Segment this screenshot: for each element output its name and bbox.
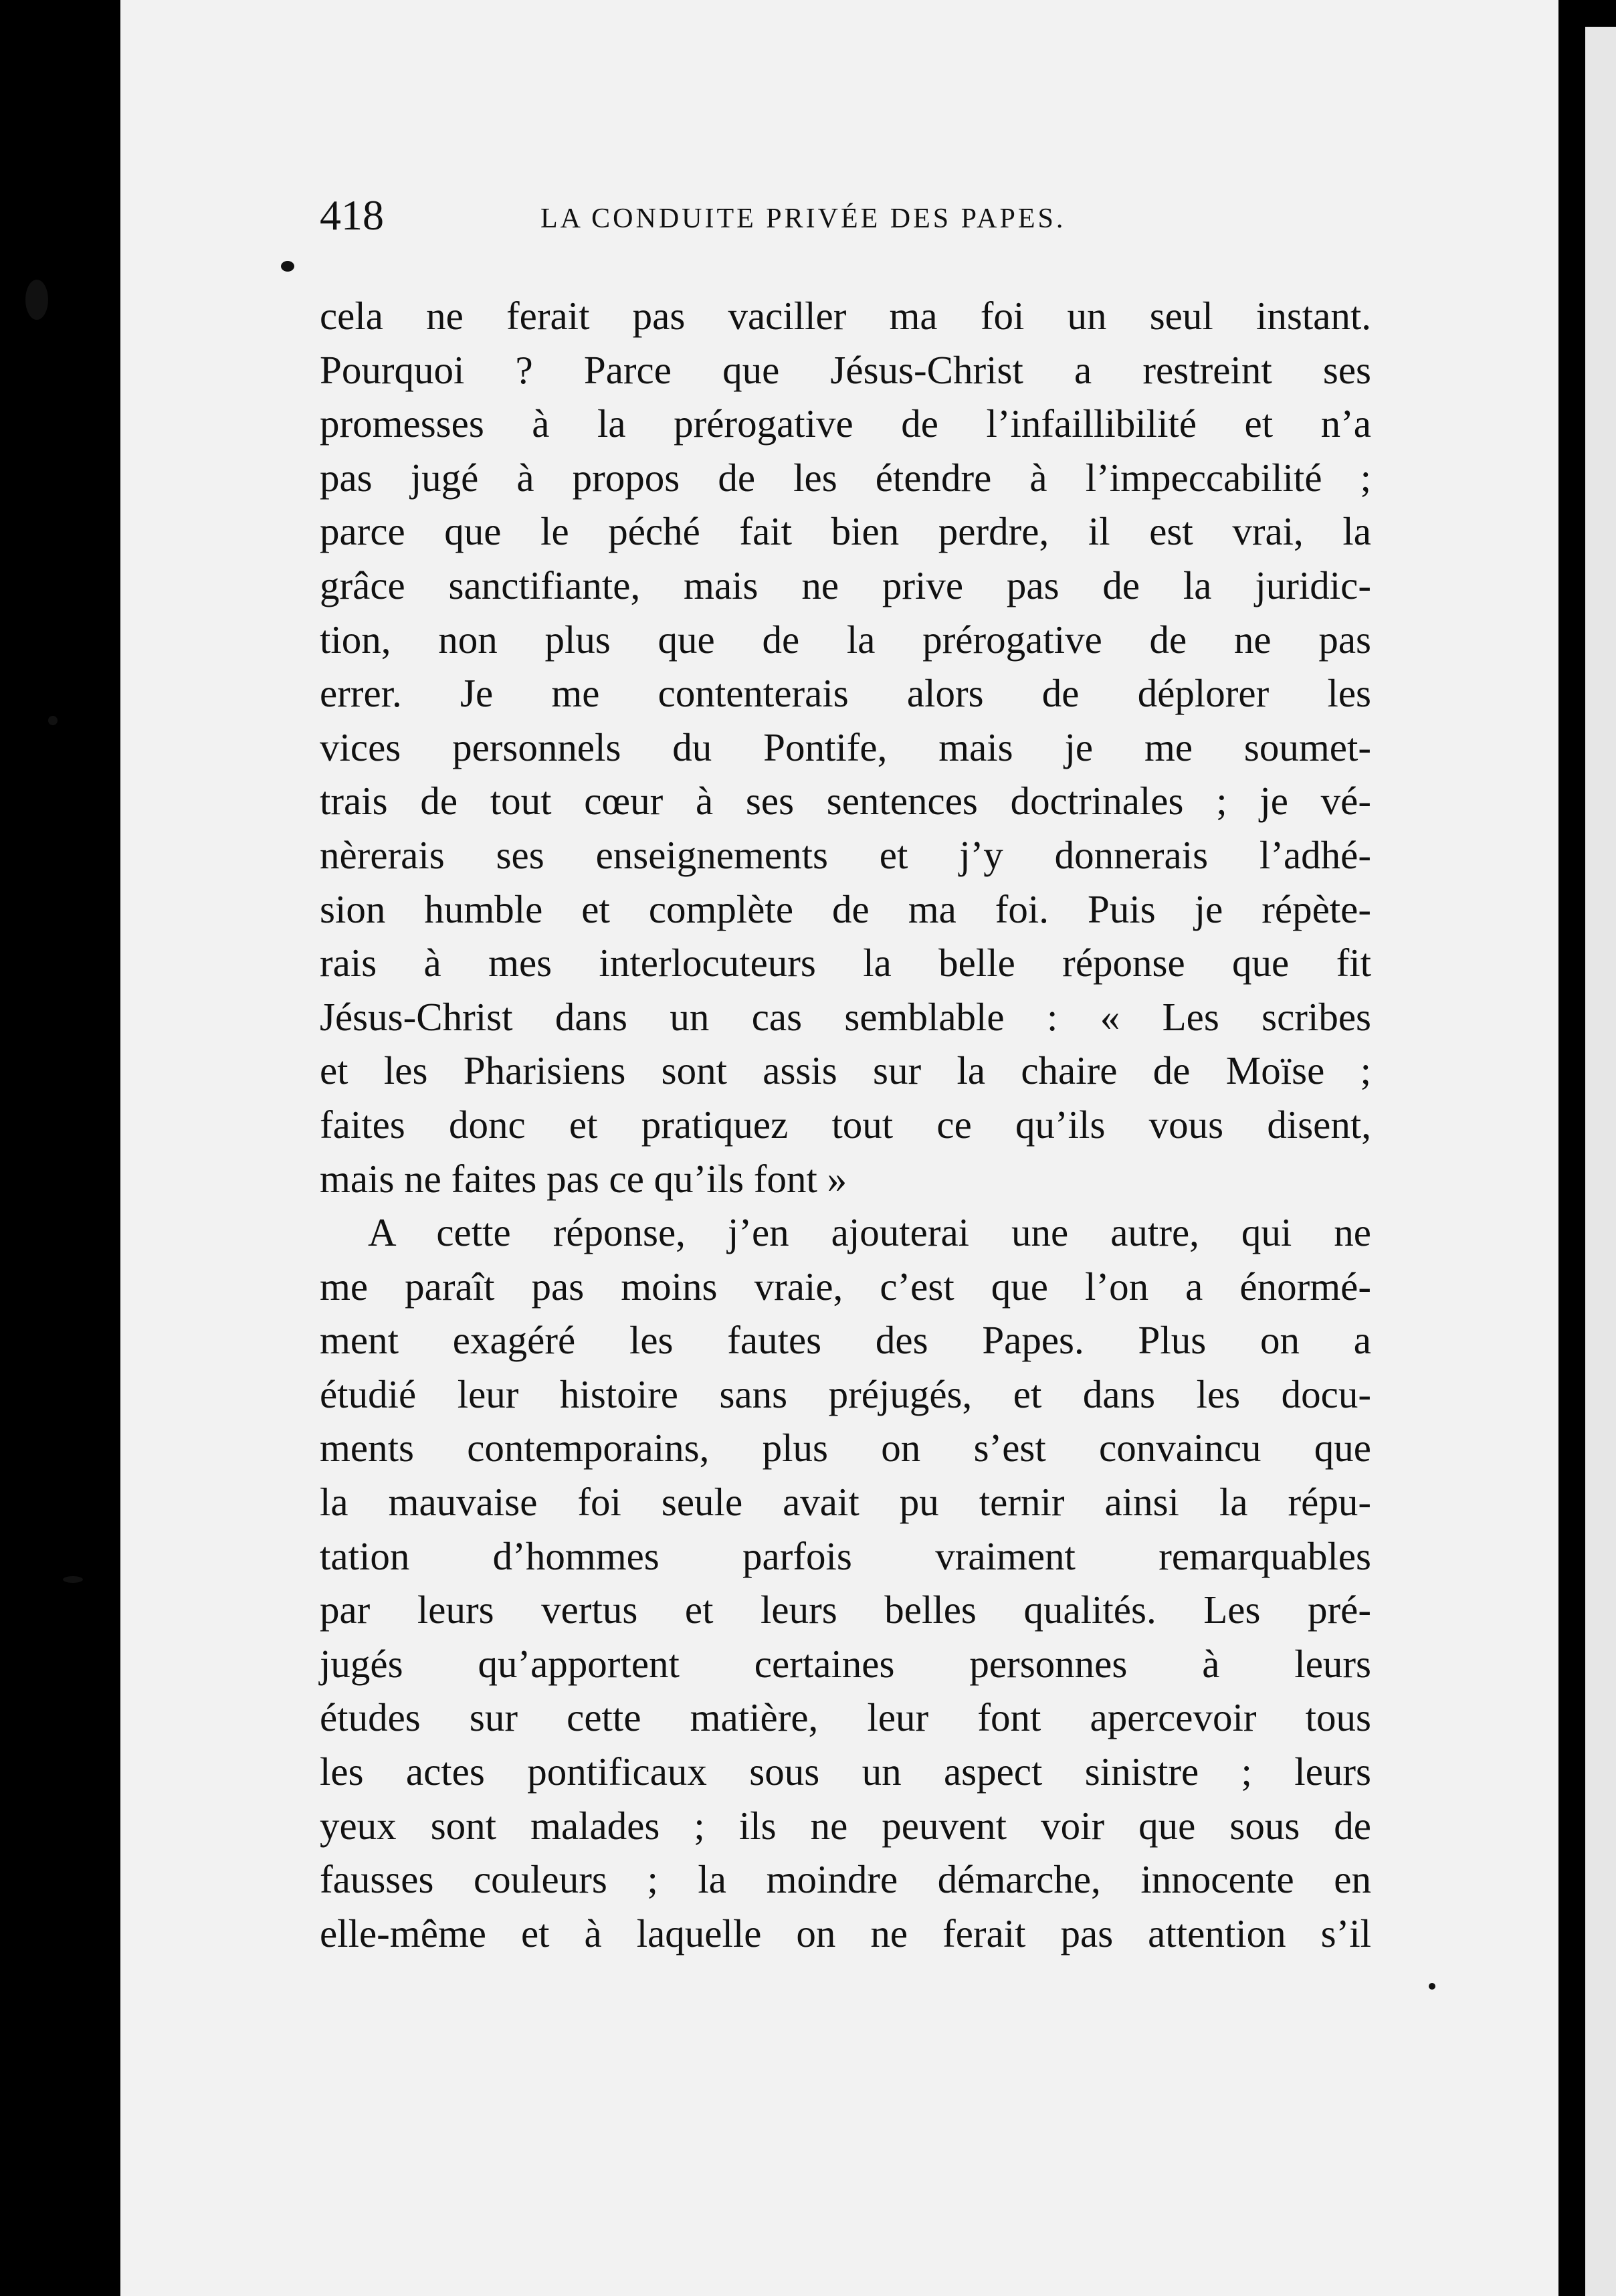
text-line: Jésus-Christ dans un cas semblable : « Les scribes: [320, 994, 1371, 1039]
page-header: [320, 189, 1390, 242]
text-line: par leurs vertus et leurs belles qualités. Les pré-: [320, 1588, 1371, 1632]
text-line: et les Pharisiens sont assis sur la chaire de Moïse ;: [320, 1048, 1371, 1093]
scan-speck: [48, 716, 58, 725]
text-line: étudié leur histoire sans préjugés, et dans les docu-: [320, 1371, 1371, 1416]
scan-speck: [63, 1576, 83, 1583]
text-line: me paraît pas moins vraie, c’est que l’on a énormé-: [320, 1264, 1371, 1309]
text-line: parce que le péché fait bien perdre, il est vrai, la: [320, 509, 1371, 554]
text-line: grâce sanctifiante, mais ne prive pas de la juridic-: [320, 563, 1371, 607]
text-line: la mauvaise foi seule avait pu ternir ainsi la répu-: [320, 1480, 1371, 1525]
text-line: yeux sont malades ; ils ne peuvent voir que sous de: [320, 1803, 1371, 1848]
scan-speck: [1429, 1983, 1435, 1990]
text-line-paragraph-end: mais ne faites pas ce qu’ils font »: [320, 1156, 847, 1201]
running-title: LA CONDUITE PRIVÉE DES PAPES.: [540, 203, 1066, 234]
text-line: ments contemporains, plus on s’est convaincu que: [320, 1426, 1371, 1470]
scan-speck: [281, 261, 294, 272]
text-line: promesses à la prérogative de l’infaillibilité et n’a: [320, 401, 1371, 446]
text-line: nèrerais ses enseignements et j’y donnerais l’adhé-: [320, 832, 1371, 877]
text-line: les actes pontificaux sous un aspect sinistre ; leurs: [320, 1749, 1371, 1794]
text-line: études sur cette matière, leur font apercevoir tous: [320, 1695, 1371, 1740]
text-line: vices personnels du Pontife, mais je me soumet-: [320, 725, 1371, 769]
scan-speck: [25, 280, 48, 320]
text-line: sion humble et complète de ma foi. Puis je répète-: [320, 886, 1371, 931]
text-line: fausses couleurs ; la moindre démarche, innocente en: [320, 1857, 1371, 1902]
text-line: pas jugé à propos de les étendre à l’impeccabilité ;: [320, 455, 1371, 500]
text-line: jugés qu’apportent certaines personnes à leurs: [320, 1641, 1371, 1686]
text-line: tation d’hommes parfois vraiment remarquables: [320, 1533, 1371, 1578]
page-number: 418: [320, 191, 384, 239]
text-line: errer. Je me contenterais alors de déplorer les: [320, 671, 1371, 716]
text-line: faites donc et pratiquez tout ce qu’ils vous disent,: [320, 1102, 1371, 1147]
text-line: elle-même et à laquelle on ne ferait pas attention s’il: [320, 1911, 1371, 1955]
adjacent-page-edge: [1585, 27, 1616, 2296]
text-line: trais de tout cœur à ses sentences doctrinales ; je vé-: [320, 779, 1371, 824]
page-gutter: [1558, 0, 1585, 2296]
text-line: rais à mes interlocuteurs la belle réponse que fit: [320, 941, 1371, 985]
body-text: [320, 289, 1371, 1960]
text-line: ment exagéré les fautes des Papes. Plus on a: [320, 1318, 1371, 1363]
text-line: tion, non plus que de la prérogative de ne pas: [320, 617, 1371, 662]
text-line-paragraph-start: A cette réponse, j’en ajouterai une autre, qui ne: [368, 1210, 1371, 1255]
text-line: Pourquoi ? Parce que Jésus-Christ a restreint ses: [320, 347, 1371, 392]
text-line: cela ne ferait pas vaciller ma foi un seul instant.: [320, 294, 1371, 338]
